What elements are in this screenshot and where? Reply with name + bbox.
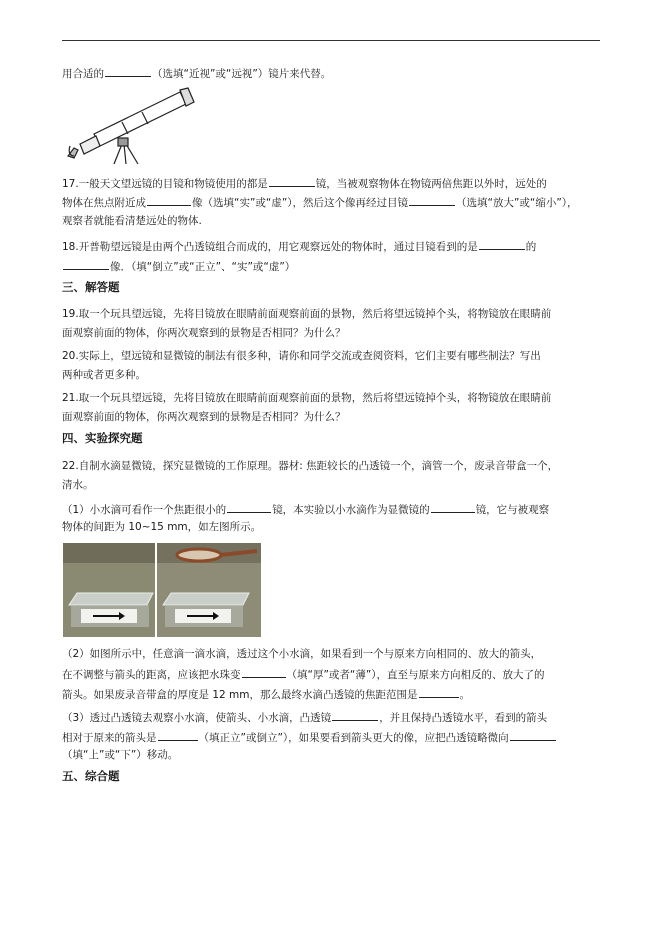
q18-line1: 18.开普勒望远镜是由两个凸透镜组合而成的，用它观察远处的物体时，通过目镜看到的是 的 xyxy=(62,238,602,255)
q19-line1: 19.取一个玩具望远镜，先将目镜放在眼睛前面观察前面的景物，然后将望远镜掉个头，将物镜放在眼睛前 xyxy=(62,308,552,320)
q22-part3-line1: （3）透过凸透镜去观察小水滴，使箭头、小水滴，凸透镜 ，并且保持凸透镜水平，看到的箭头 xyxy=(62,709,602,726)
q16-tail: 用合适的 （选填“近视”或“远视”）镜片来代替。 xyxy=(62,65,602,82)
q22-line1: 22.自制水滴显微镜，探究显微镜的工作原理。器材: 焦距较长的凸透镜一个，滴管一个，废录音带盒一个， xyxy=(62,460,559,472)
q22-part1-line2: 物体的间距为 10~15 mm，如左图所示。 xyxy=(62,521,262,533)
water-drop-microscope-photo xyxy=(63,543,261,637)
q19-line2: 面观察前面的物体，你两次观察到的景物是否相同？为什么？ xyxy=(62,327,346,339)
q22-part2-line3: 箭头。如果废录音带盒的厚度是 12 mm，那么最终水滴凸透镜的焦距范围是 。 xyxy=(62,686,602,703)
section-3-heading: 三、解答题 xyxy=(62,280,120,294)
section-5-heading: 五、综合题 xyxy=(62,769,120,783)
section-4-heading: 四、实验探究题 xyxy=(62,431,143,445)
q21-line1: 21.取一个玩具望远镜，先将目镜放在眼睛前面观察前面的景物，然后将望远镜掉个头，将物镜放在眼睛前 xyxy=(62,392,552,404)
q17-line3: 观察者就能看清楚远处的物体. xyxy=(62,215,202,227)
q22-part2-line2: 在不调整与箭头的距离，应该把水珠变 （填“厚”或者“薄”），直至与原来方向相反的、放大了的 xyxy=(62,666,602,683)
q22-part2-line1: （2）如图所示中，任意滴一滴水滴，透过这个小水滴，如果看到一个与原来方向相同的、放大的箭头， xyxy=(62,648,542,660)
q21-line2: 面观察前面的物体，你两次观察到的景物是否相同？为什么？ xyxy=(62,411,346,423)
q17-line2: 物体在焦点附近成 像（选填“实”或“虚”），然后这个像再经过目镜 （选填“放大”或“缩小”）， xyxy=(62,194,602,211)
q18-line2: 像．（填“倒立”或“正立”、“实”或“虚”） xyxy=(62,258,602,275)
q22-line2: 清水。 xyxy=(62,479,94,491)
telescope-figure xyxy=(62,86,202,166)
q22-part1-line1: （1）小水滴可看作一个焦距很小的 镜，本实验以小水滴作为显微镜的 镜，它与被观察 xyxy=(62,501,602,518)
q20-line1: 20.实际上，望远镜和显微镜的制法有很多种，请你和同学交流或查阅资料，它们主要有哪些制法？写出 xyxy=(62,350,541,362)
q20-line2: 两种或者更多种。 xyxy=(62,369,146,381)
q22-part3-line3: （填“上”或“下”）移动。 xyxy=(62,749,179,761)
q22-part3-line2: 相对于原来的箭头是 （填正立”或倒立”），如果要看到箭头更大的像，应把凸透镜略微向 xyxy=(62,729,602,746)
header-rule xyxy=(62,40,600,41)
q17-line1: 17.一般天文望远镜的目镜和物镜使用的都是 镜，当被观察物体在物镜两倍焦距以外时，远处的 xyxy=(62,175,602,192)
